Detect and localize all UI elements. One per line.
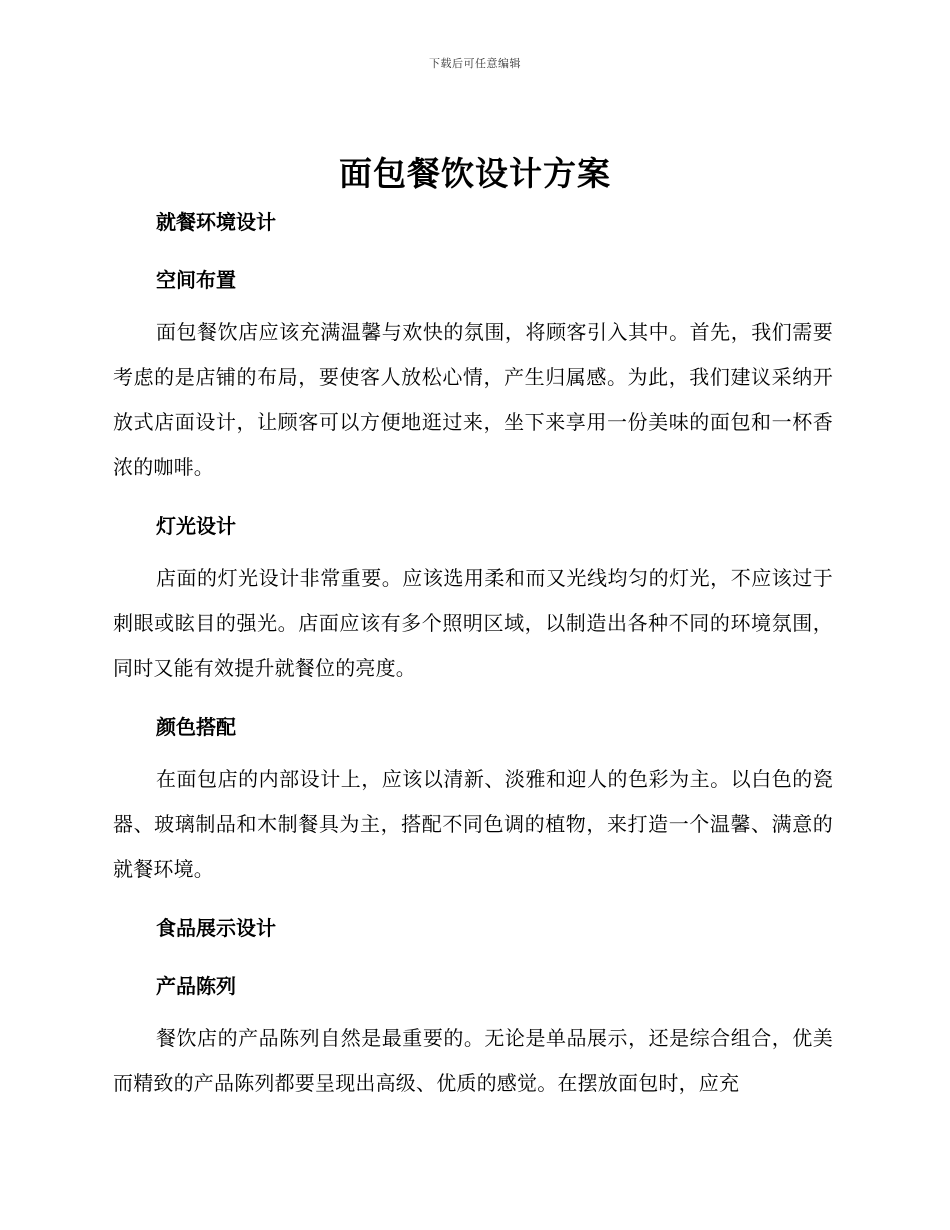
- paragraph-product-display: 餐饮店的产品陈列自然是最重要的。无论是单品展示，还是综合组合，优美而精致的产品陈列都要呈现出高级、优质的感觉。在摆放面包时，应充: [113, 1026, 833, 1095]
- paragraph-space-layout: 面包餐饮店应该充满温馨与欢快的氛围，将顾客引入其中。首先，我们需要考虑的是店铺的布局，要使客人放松心情，产生归属感。为此，我们建议采纳开放式店面设计，让顾客可以方便地逛过来，坐下来享用一份美味的面包和一杯香浓的咖啡。: [113, 320, 833, 479]
- subheading-product-display: 产品陈列: [156, 974, 236, 998]
- paragraph-lighting: 店面的灯光设计非常重要。应该选用柔和而又光线均匀的灯光，不应该过于刺眼或眩目的强光。店面应该有多个照明区域，以制造出各种不同的环境氛围，同时又能有效提升就餐位的亮度。: [113, 566, 833, 680]
- subheading-space-layout: 空间布置: [156, 268, 236, 292]
- document-title: 面包餐饮设计方案: [339, 154, 611, 193]
- subheading-lighting: 灯光设计: [156, 514, 236, 538]
- header-note: 下载后可任意编辑: [429, 57, 521, 70]
- document-body: [113, 203, 833, 1106]
- paragraph-colors: 在面包店的内部设计上，应该以清新、淡雅和迎人的色彩为主。以白色的瓷器、玻璃制品和木制餐具为主，搭配不同色调的植物，来打造一个温馨、满意的就餐环境。: [113, 767, 833, 881]
- subheading-colors: 颜色搭配: [156, 715, 236, 739]
- section-heading-food-display: 食品展示设计: [156, 916, 276, 940]
- section-heading-dining-environment: 就餐环境设计: [156, 210, 276, 234]
